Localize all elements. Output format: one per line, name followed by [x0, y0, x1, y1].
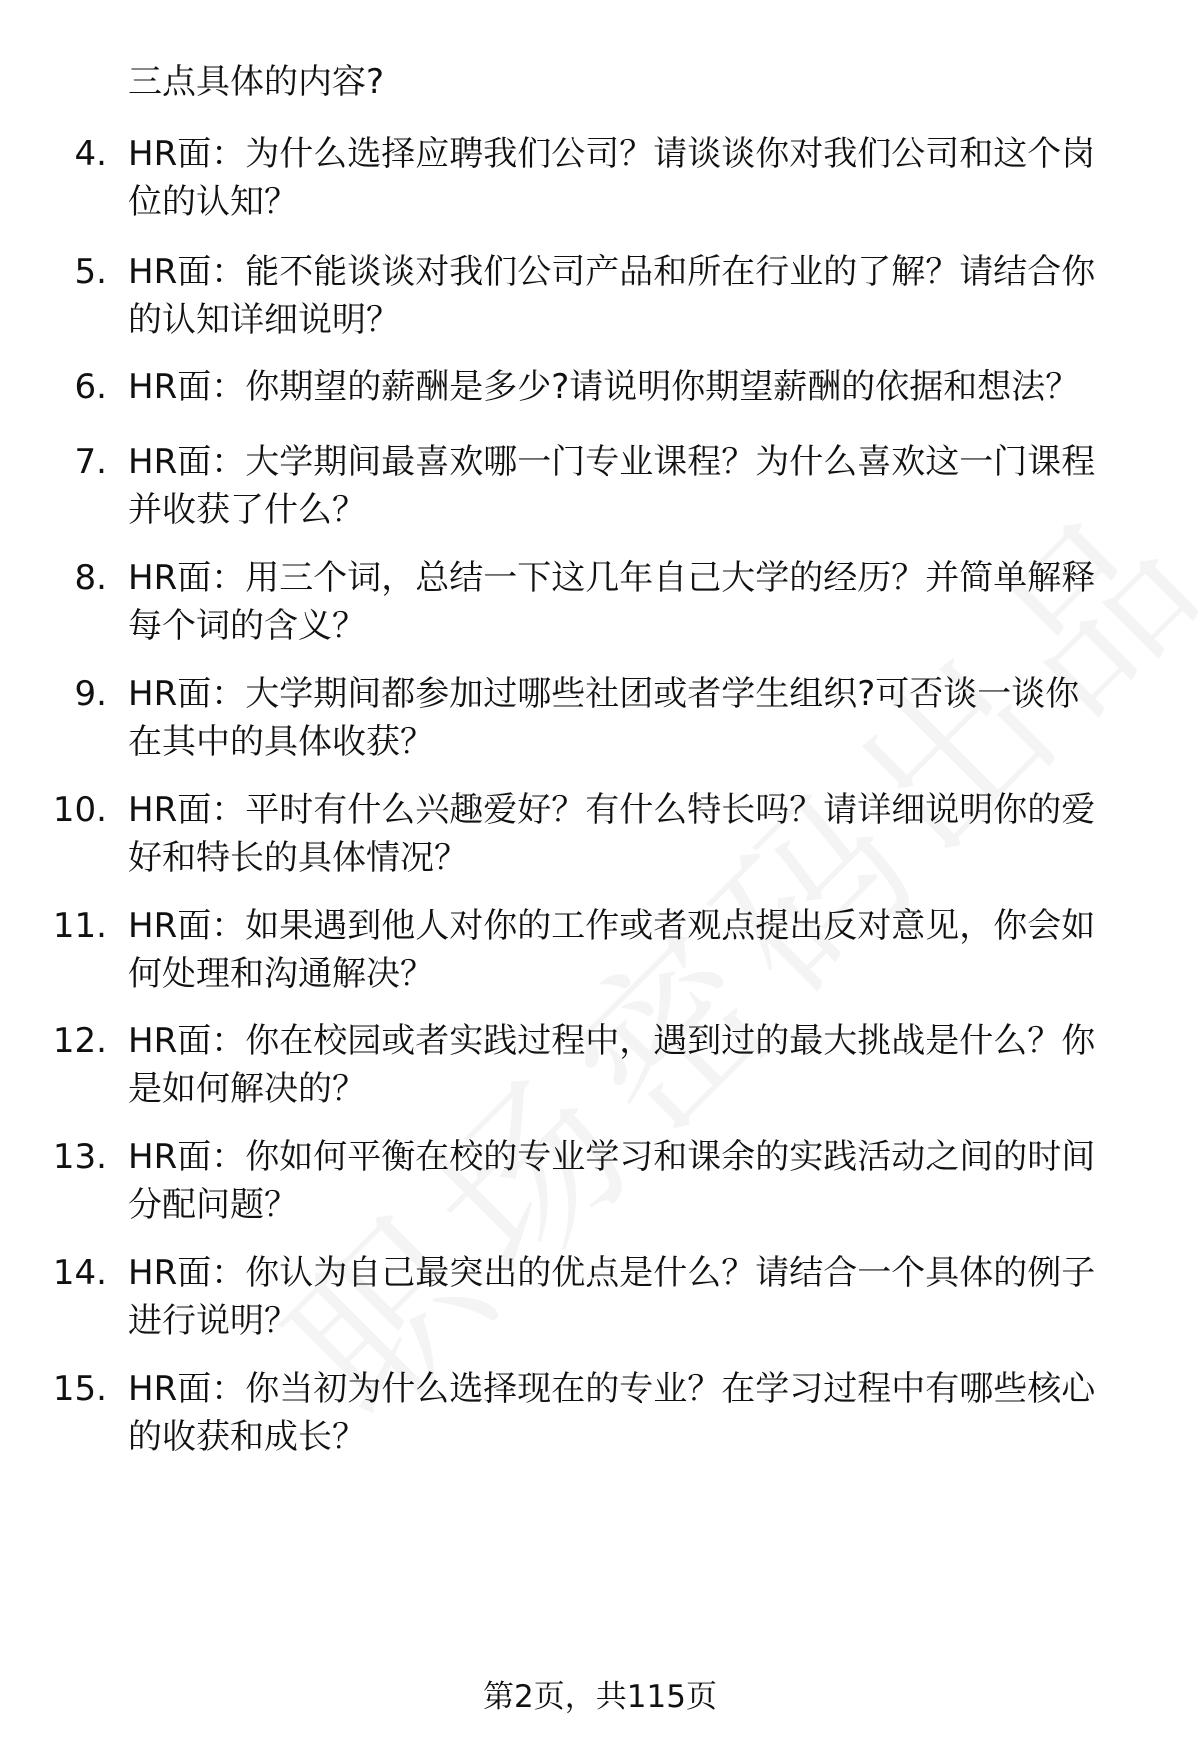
text-line: HR面：你如何平衡在校的专业学习和课余的实践活动之间的时间: [128, 1137, 1096, 1177]
text-line: HR面：为什么选择应聘我们公司？请谈谈你对我们公司和这个岗: [128, 134, 1096, 174]
text-line: HR面：你期望的薪酬是多少?请说明你期望薪酬的依据和想法？: [128, 367, 1080, 407]
text-line: 每个词的含义？: [128, 606, 366, 646]
item-text: [128, 248, 1158, 344]
text-line: HR面：大学期间最喜欢哪一门专业课程？为什么喜欢这一门课程: [128, 442, 1096, 482]
item-text: [128, 1365, 1158, 1461]
text-line: 进行说明？: [128, 1301, 298, 1341]
text-line: 何处理和沟通解决？: [128, 954, 434, 994]
item-text: [128, 786, 1158, 882]
text-line: 的收获和成长？: [128, 1417, 366, 1457]
text-line: 分配问题？: [128, 1185, 298, 1225]
text-line: HR面：能不能谈谈对我们公司产品和所在行业的了解？请结合你: [128, 252, 1096, 292]
item-number: 7.: [74, 442, 107, 482]
text-line: HR面：你认为自己最突出的优点是什么？请结合一个具体的例子: [128, 1253, 1096, 1293]
text-line: 好和特长的具体情况？: [128, 838, 468, 878]
item-text: [128, 1249, 1158, 1345]
item-number: 13.: [52, 1137, 107, 1177]
text-line: HR面：如果遇到他人对你的工作或者观点提出反对意见，你会如: [128, 906, 1096, 946]
item-number: 12.: [52, 1021, 107, 1061]
item-number: 4.: [74, 134, 107, 174]
item-text: [128, 58, 1158, 106]
item-number: 8.: [74, 558, 107, 598]
item-text: [128, 438, 1158, 534]
text-line: HR面：用三个词，总结一下这几年自己大学的经历？并简单解释: [128, 558, 1096, 598]
item-number: 11.: [52, 906, 107, 946]
item-text: [128, 363, 1158, 411]
text-line: 的认知详细说明？: [128, 300, 400, 340]
item-number: 15.: [52, 1369, 107, 1409]
text-line: HR面：你当初为什么选择现在的专业？在学习过程中有哪些核心: [128, 1369, 1096, 1409]
item-text: [128, 1133, 1158, 1229]
text-line: HR面：你在校园或者实践过程中，遇到过的最大挑战是什么？你: [128, 1021, 1096, 1061]
text-line: HR面：平时有什么兴趣爱好？有什么特长吗？请详细说明你的爱: [128, 790, 1096, 830]
item-text: [128, 902, 1158, 998]
item-number: 6.: [74, 367, 107, 407]
item-text: [128, 670, 1158, 766]
item-number: 5.: [74, 252, 107, 292]
item-text: [128, 130, 1158, 226]
item-number: 10.: [52, 790, 107, 830]
item-text: [128, 1017, 1158, 1113]
item-number: 14.: [52, 1253, 107, 1293]
page-number: 第2页，共115页: [483, 1679, 717, 1715]
text-line: 三点具体的内容?: [128, 62, 385, 102]
text-line: 并收获了什么？: [128, 490, 366, 530]
text-line: 位的认知？: [128, 182, 298, 222]
item-text: [128, 554, 1158, 650]
item-number: 9.: [74, 674, 107, 714]
text-line: 在其中的具体收获？: [128, 722, 434, 762]
text-line: 是如何解决的？: [128, 1069, 366, 1109]
text-line: HR面：大学期间都参加过哪些社团或者学生组织?可否谈一谈你: [128, 674, 1080, 714]
